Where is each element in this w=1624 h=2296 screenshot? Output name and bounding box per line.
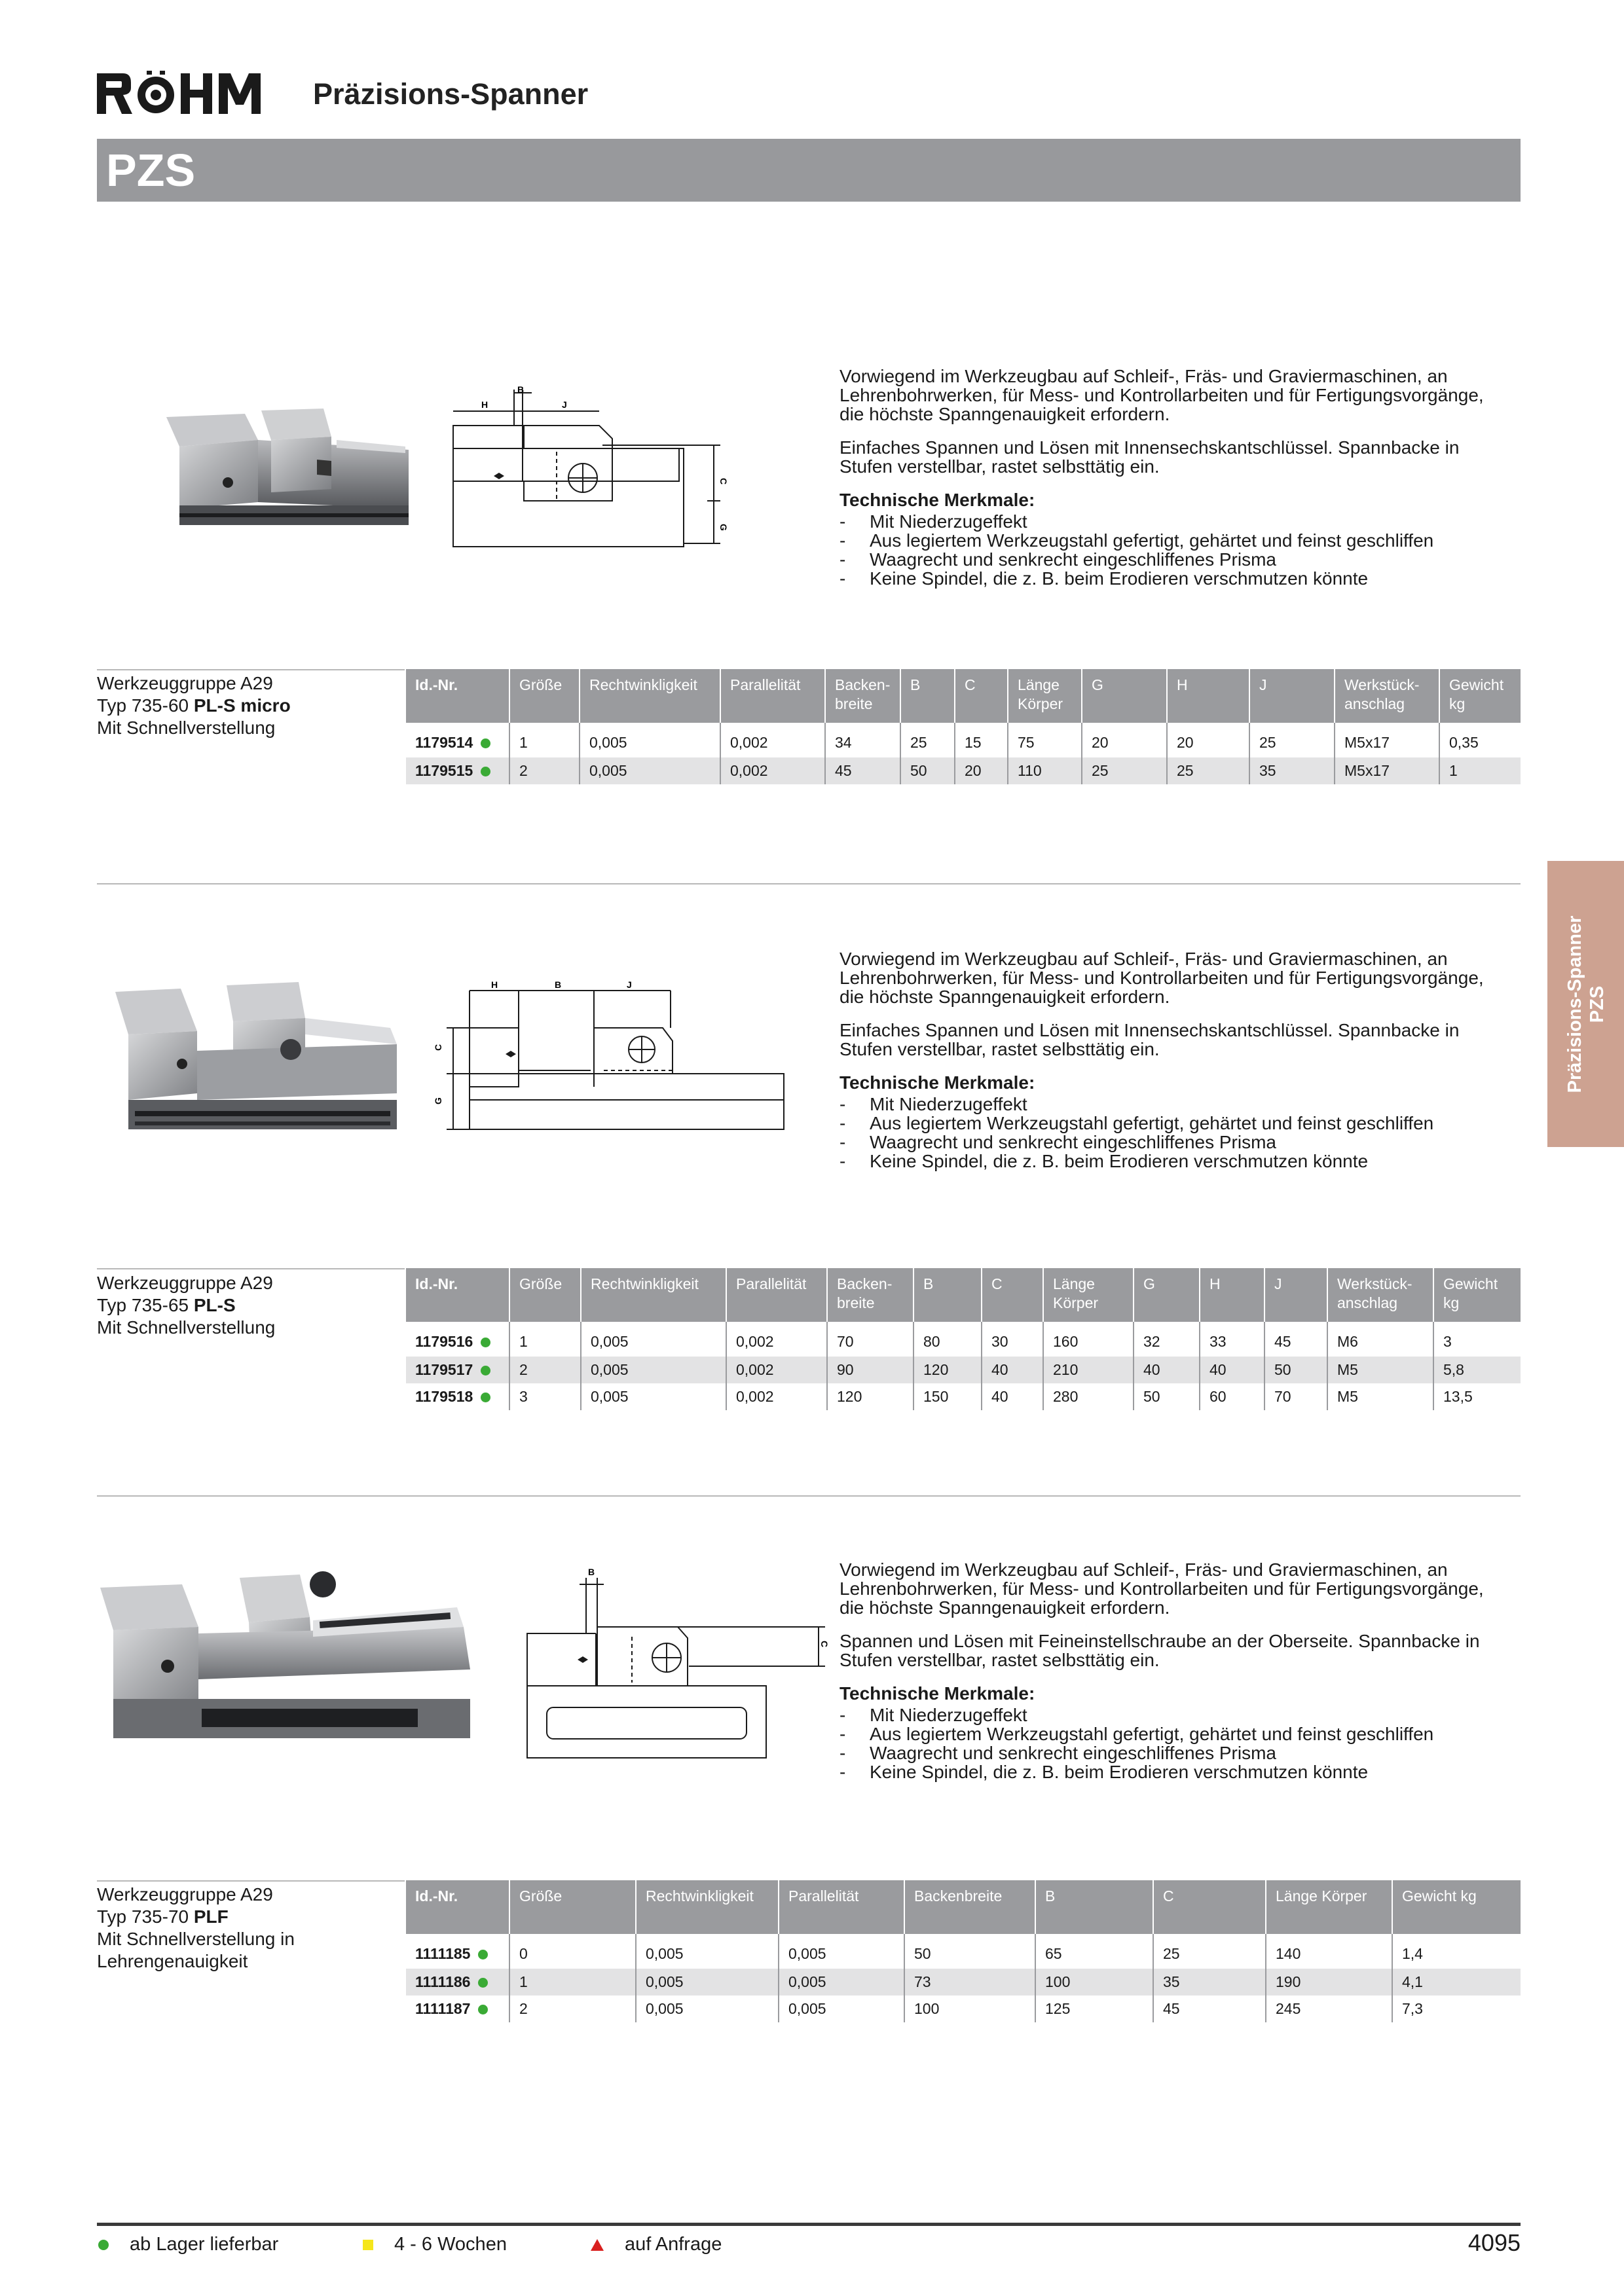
footer-rule (97, 2223, 1521, 2226)
side-tab[interactable] (1547, 861, 1624, 1147)
section1-spec-table (406, 669, 1521, 784)
section2-group: Werkzeuggruppe A29 (97, 1273, 273, 1293)
col-size: Größe (509, 1268, 581, 1322)
dim-label-h: H (491, 979, 498, 990)
col-stop: Werkstück- anschlag (1335, 669, 1439, 723)
section2-features-title: Technische Merkmale: (840, 1072, 1035, 1093)
cell-id: 1179517 (406, 1357, 509, 1383)
feature-item: - Waagrecht und senkrecht eingeschliffenes Prisma (840, 1133, 1494, 1152)
table-header-row (406, 669, 1521, 723)
section1-description (840, 367, 1494, 588)
green-dot-icon (98, 2240, 109, 2250)
cell-id: 1111185 (406, 1934, 509, 1969)
table-row: 1111187 2 0,005 0,005 100 125 45 245 7,3 (406, 1995, 1521, 2022)
col-weight: Gewicht kg (1439, 669, 1521, 723)
dim-label-j: J (562, 399, 567, 410)
col-size: Größe (509, 669, 580, 723)
feature-item: - Mit Niederzugeffekt (840, 1705, 1494, 1724)
table-header-row (406, 1268, 1521, 1322)
section2-type: Typ 735-65 PL-S (97, 1295, 236, 1315)
feature-item: - Waagrecht und senkrecht eingeschliffenes Prisma (840, 1743, 1494, 1762)
section3-type: Typ 735-70 PLF (97, 1906, 229, 1927)
dim-label-g: G (718, 524, 729, 531)
section1-desc1: Vorwiegend im Werkzeugbau auf Schleif-, Fräs- und Graviermaschinen, an Lehrenbohrwerken, für Mess- und Kontrollarbeiten und für Fertigungsvorgänge, die höchste Spanngenauigkeit erfordern. (840, 366, 1484, 424)
dim-label-b: B (517, 384, 525, 395)
col-weight: Gewicht kg (1392, 1880, 1521, 1934)
col-length: Länge Körper (1043, 1268, 1134, 1322)
in-stock-icon (481, 1338, 490, 1347)
col-jaw-width: Backen- breite (827, 1268, 913, 1322)
section2-desc1: Vorwiegend im Werkzeugbau auf Schleif-, Fräs- und Graviermaschinen, an Lehrenbohrwerken, für Mess- und Kontrollarbeiten und für Fertigungsvorgänge, die höchste Spanngenauigkeit erfordern. (840, 949, 1484, 1007)
section1-note: Mit Schnellverstellung (97, 718, 276, 738)
legend-weeks: 4 - 6 Wochen (363, 2234, 507, 2255)
cell-id: 1179515 (406, 757, 509, 784)
table-row: 1179516 1 0,005 0,002 70 80 30 160 32 33 45 M6 3 (406, 1322, 1521, 1357)
section1-features-title: Technische Merkmale: (840, 490, 1035, 510)
section2-type-bold: PL-S (193, 1295, 236, 1315)
yellow-square-icon (363, 2240, 373, 2250)
section1-group-info (97, 672, 398, 739)
product-photo-plf (97, 1571, 477, 1745)
feature-item: - Aus legiertem Werkzeugstahl gefertigt, gehärtet und feinst geschliffen (840, 531, 1494, 550)
table-row: 1179514 1 0,005 0,002 34 25 15 75 20 20 25 M5x17 0,35 (406, 723, 1521, 757)
col-parallelism: Parallelität (726, 1268, 827, 1322)
in-stock-icon (481, 738, 490, 748)
col-id: Id.-Nr. (406, 669, 509, 723)
col-j: J (1249, 669, 1335, 723)
feature-item: - Keine Spindel, die z. B. beim Erodieren verschmutzen könnte (840, 1762, 1494, 1781)
page-title: Präzisions-Spanner (313, 77, 589, 111)
table-row: 1111186 1 0,005 0,005 73 100 35 190 4,1 (406, 1969, 1521, 1995)
col-squareness: Rechtwinkligkeit (580, 669, 720, 723)
section3-description (840, 1560, 1494, 1781)
in-stock-icon (481, 1366, 490, 1376)
section3-desc2: Spannen und Lösen mit Feineinstellschraube an der Oberseite. Spannbacke in Stufen verstellbar, rastet selbsttätig ein. (840, 1631, 1480, 1670)
in-stock-icon (481, 767, 490, 776)
section2-features (840, 1095, 1494, 1171)
col-j: J (1264, 1268, 1327, 1322)
cell-id: 1179514 (406, 723, 509, 757)
dim-label-c: C (433, 1044, 443, 1051)
section2-left-rule (97, 1268, 405, 1269)
col-squareness: Rechtwinkligkeit (636, 1880, 779, 1934)
section3-features-title: Technische Merkmale: (840, 1683, 1035, 1704)
dim-label-h: H (481, 399, 489, 410)
section3-left-rule (97, 1880, 405, 1882)
section2-spec-table (406, 1268, 1521, 1410)
legend-in-stock: ab Lager lieferbar (98, 2234, 278, 2255)
table-row: 1179518 3 0,005 0,002 120 150 40 280 50 60 70 M5 13,5 (406, 1383, 1521, 1410)
section-divider (97, 883, 1521, 884)
col-parallelism: Parallelität (720, 669, 825, 723)
cell-id: 1111187 (406, 1995, 509, 2022)
dim-label-c: C (819, 1641, 830, 1648)
col-squareness: Rechtwinkligkeit (581, 1268, 726, 1322)
col-length: Länge Körper (1266, 1880, 1392, 1934)
diagram-plf (517, 1565, 832, 1774)
product-photo-pl-s-micro (160, 401, 415, 541)
col-b: B (900, 669, 955, 723)
col-g: G (1082, 669, 1167, 723)
table-header-row (406, 1880, 1521, 1934)
section2-group-info (97, 1272, 398, 1339)
table-row: 1179515 2 0,005 0,002 45 50 20 110 25 25 35 M5x17 1 (406, 757, 1521, 784)
section3-features (840, 1705, 1494, 1781)
section1-type: Typ 735-60 PL-S micro (97, 695, 291, 716)
section1-type-bold: PL-S micro (193, 695, 291, 716)
feature-item: - Keine Spindel, die z. B. beim Erodieren verschmutzen könnte (840, 1152, 1494, 1171)
table-row: 1179517 2 0,005 0,002 90 120 40 210 40 40 50 M5 5,8 (406, 1357, 1521, 1383)
col-id: Id.-Nr. (406, 1268, 509, 1322)
section1-group: Werkzeuggruppe A29 (97, 673, 273, 693)
section3-group-info (97, 1884, 385, 1973)
section2-note: Mit Schnellverstellung (97, 1317, 276, 1338)
product-photo-pl-s (109, 972, 403, 1146)
col-c: C (982, 1268, 1043, 1322)
cell-id: 1179518 (406, 1383, 509, 1410)
cell-id: 1111186 (406, 1969, 509, 1995)
table-row: 1111185 0 0,005 0,005 50 65 25 140 1,4 (406, 1934, 1521, 1969)
dim-label-c: C (718, 478, 729, 485)
side-tab-line1: Präzisions-Spanner (1564, 915, 1585, 1093)
col-stop: Werkstück- anschlag (1327, 1268, 1433, 1322)
section1-features (840, 512, 1494, 588)
dim-label-g: G (433, 1097, 443, 1104)
band-title: PZS (106, 145, 196, 196)
dim-label-b: B (588, 1567, 595, 1577)
feature-item: - Keine Spindel, die z. B. beim Erodieren verschmutzen könnte (840, 569, 1494, 588)
dim-label-b: B (555, 979, 562, 990)
feature-item: - Aus legiertem Werkzeugstahl gefertigt, gehärtet und feinst geschliffen (840, 1114, 1494, 1133)
col-b: B (1035, 1880, 1153, 1934)
col-jaw-width: Backenbreite (904, 1880, 1035, 1934)
col-weight: Gewicht kg (1433, 1268, 1521, 1322)
in-stock-icon (478, 2005, 488, 2014)
col-id: Id.-Nr. (406, 1880, 509, 1934)
diagram-pl-s (434, 979, 800, 1142)
col-c: C (1153, 1880, 1266, 1934)
title-band (97, 139, 1521, 202)
section2-description (840, 949, 1494, 1171)
col-b: B (913, 1268, 982, 1322)
col-h: H (1167, 669, 1249, 723)
section3-type-bold: PLF (193, 1906, 229, 1927)
feature-item: - Aus legiertem Werkzeugstahl gefertigt, gehärtet und feinst geschliffen (840, 1724, 1494, 1743)
feature-item: - Waagrecht und senkrecht eingeschliffenes Prisma (840, 550, 1494, 569)
section1-desc2: Einfaches Spannen und Lösen mit Innensechskantschlüssel. Spannbacke in Stufen verstellbar, rastet selbsttätig ein. (840, 437, 1460, 477)
col-length: Länge Körper (1008, 669, 1082, 723)
section1-left-rule (97, 669, 405, 670)
col-parallelism: Parallelität (779, 1880, 904, 1934)
dim-label-j: J (627, 979, 632, 990)
page-number: 4095 (1467, 2229, 1521, 2256)
red-triangle-icon (591, 2239, 604, 2251)
cell-id: 1179516 (406, 1322, 509, 1357)
section3-note: Mit Schnellverstellung in Lehrengenauigkeit (97, 1929, 295, 1971)
side-tab-line2: PZS (1586, 985, 1608, 1023)
col-h: H (1200, 1268, 1264, 1322)
in-stock-icon (481, 1393, 490, 1402)
section-divider (97, 1495, 1521, 1497)
section3-group: Werkzeuggruppe A29 (97, 1884, 273, 1904)
roehm-logo (97, 71, 274, 117)
diagram-pl-s-micro (445, 386, 727, 576)
in-stock-icon (478, 1950, 488, 1959)
in-stock-icon (478, 1978, 488, 1988)
section3-desc1: Vorwiegend im Werkzeugbau auf Schleif-, Fräs- und Graviermaschinen, an Lehrenbohrwerken, für Mess- und Kontrollarbeiten und für Fertigungsvorgänge, die höchste Spanngenauigkeit erfordern. (840, 1559, 1484, 1618)
section3-spec-table (406, 1880, 1521, 2022)
feature-item: - Mit Niederzugeffekt (840, 1095, 1494, 1114)
section2-desc2: Einfaches Spannen und Lösen mit Innensechskantschlüssel. Spannbacke in Stufen verstellbar, rastet selbsttätig ein. (840, 1020, 1460, 1059)
feature-item: - Mit Niederzugeffekt (840, 512, 1494, 531)
col-c: C (955, 669, 1008, 723)
col-jaw-width: Backen- breite (825, 669, 900, 723)
col-g: G (1134, 1268, 1200, 1322)
col-size: Größe (509, 1880, 636, 1934)
legend-on-request: auf Anfrage (591, 2234, 722, 2255)
